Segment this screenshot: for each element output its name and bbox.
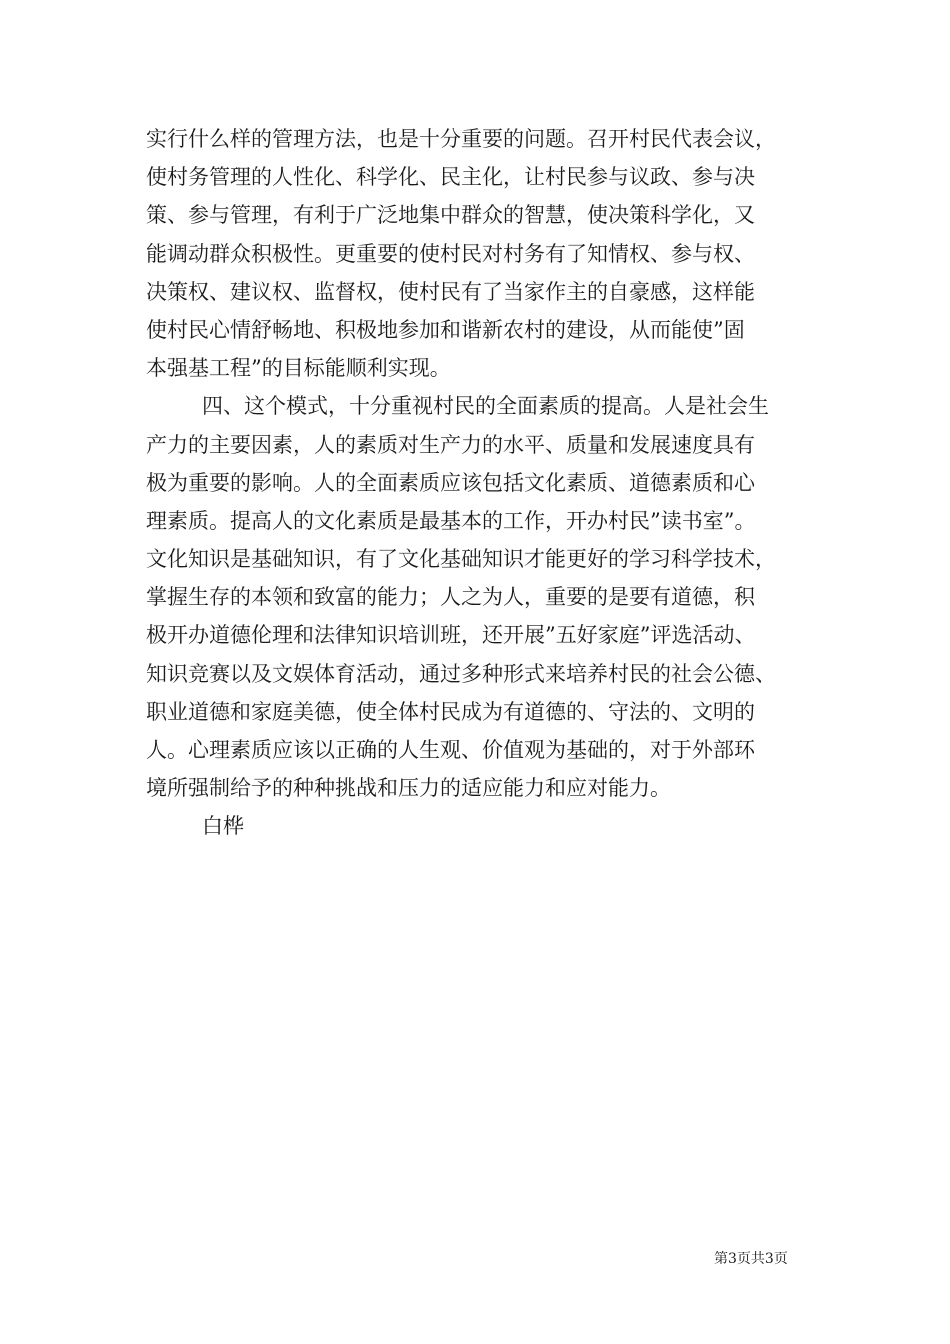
page-number: 第3页共3页 [714,1251,788,1267]
paragraph-2-line-9: 职业道德和家庭美德，使全体村民成为有道德的、守法的、文明的 [146,699,755,724]
document-body [146,120,826,846]
paragraph-2-line-4: 理素质。提高人的文化素质是最基本的工作，开办村民”读书室”。 [146,508,756,533]
paragraph-2-line-11: 境所强制给予的种种挑战和压力的适应能力和应对能力。 [146,776,671,801]
paragraph-1-line-5: 决策权、建议权、监督权，使村民有了当家作主的自豪感，这样能 [146,279,755,304]
paragraph-2-line-2: 产力的主要因素，人的素质对生产力的水平、质量和发展速度具有 [146,432,755,457]
paragraph-1-line-1: 实行什么样的管理方法，也是十分重要的问题。召开村民代表会议， [146,127,776,151]
paragraph-2-line-1: 四、这个模式，十分重视村民的全面素质的提高。人是社会生 [202,394,769,419]
paragraph-1-line-6: 使村民心情舒畅地、积极地参加和谐新农村的建设，从而能使”固 [146,317,745,342]
paragraph-2-line-10: 人。心理素质应该以正确的人生观、价值观为基础的，对于外部环 [146,738,755,762]
paragraph-2-line-6: 掌握生存的本领和致富的能力；人之为人，重要的是要有道德，积 [146,585,755,610]
paragraph-2-line-5: 文化知识是基础知识，有了文化基础知识才能更好的学习科学技术， [146,547,776,572]
paragraph-2-line-8: 知识竞赛以及文娱体育活动，通过多种形式来培养村民的社会公德、 [146,661,776,686]
paragraph-1-line-2: 使村务管理的人性化、科学化、民主化，让村民参与议政、参与决 [146,165,755,190]
paragraph-1-line-3: 策、参与管理，有利于广泛地集中群众的智慧，使决策科学化，又 [146,203,755,228]
signature: 白桦 [202,814,244,839]
paragraph-2-line-7: 极开办道德伦理和法律知识培训班，还开展”五好家庭”评选活动、 [146,623,756,648]
paragraph-1-line-7: 本强基工程”的目标能顺利实现。 [146,356,451,381]
paragraph-1-line-4: 能调动群众积极性。更重要的使村民对村务有了知情权、参与权、 [146,241,755,266]
paragraph-2-line-3: 极为重要的影响。人的全面素质应该包括文化素质、道德素质和心 [146,470,755,495]
